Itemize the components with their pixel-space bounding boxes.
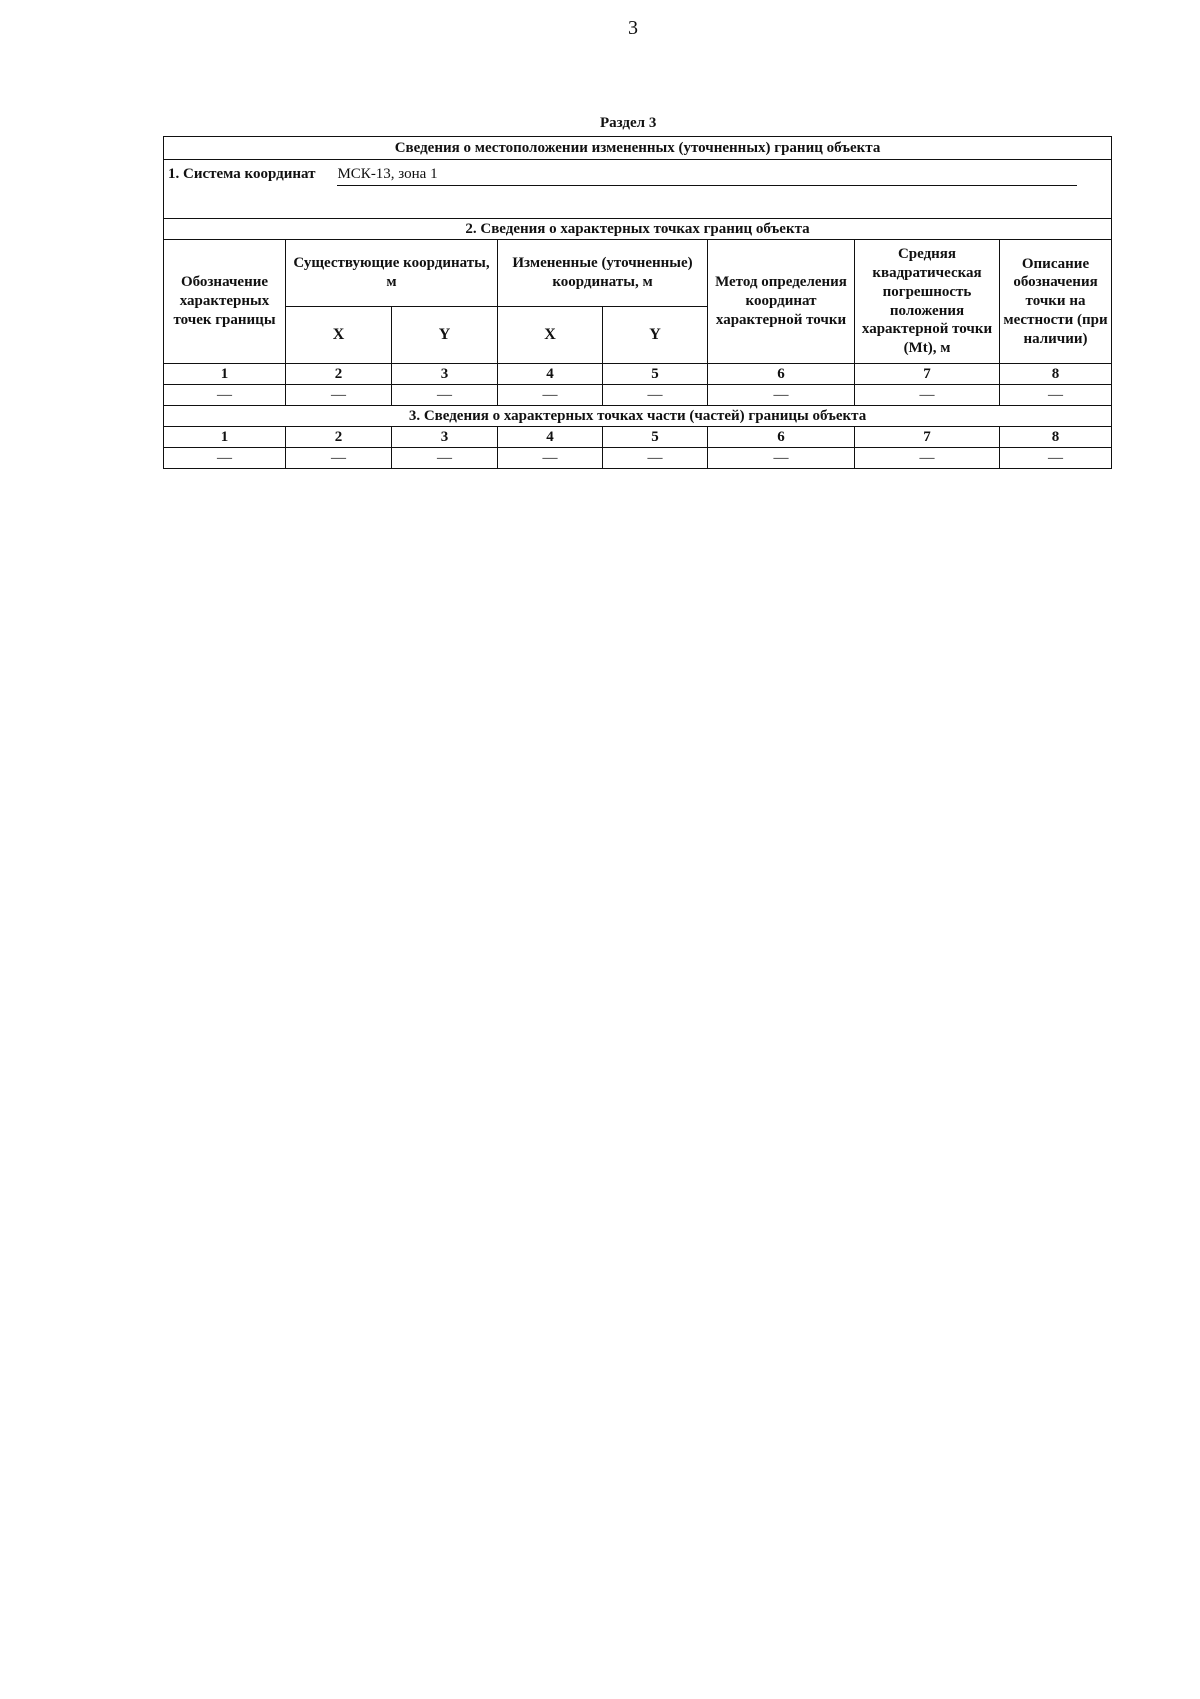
boundary-table xyxy=(163,136,1112,469)
section-title: Раздел 3 xyxy=(600,115,657,131)
table-title: Сведения о местоположении измененных (уточненных) границ объекта xyxy=(164,137,1112,160)
table-cell: — xyxy=(392,448,498,469)
header-changed-y: Y xyxy=(603,307,708,364)
header-method: Метод определения координат характерной точки xyxy=(708,240,855,364)
page-number: 3 xyxy=(628,17,638,39)
header-changed-coords: Измененные (уточненные) координаты, м xyxy=(498,240,708,307)
table-cell: — xyxy=(392,385,498,406)
column-number: 2 xyxy=(286,427,392,448)
column-number: 3 xyxy=(392,427,498,448)
table-cell: — xyxy=(603,385,708,406)
header-existing-x: X xyxy=(286,307,392,364)
column-number: 5 xyxy=(603,364,708,385)
table-row xyxy=(164,385,1112,406)
table-cell: — xyxy=(603,448,708,469)
coord-system-label: 1. Система координат xyxy=(168,166,316,182)
table-cell: — xyxy=(1000,385,1112,406)
table-cell: — xyxy=(708,448,855,469)
table-cell: — xyxy=(164,448,286,469)
table-cell: — xyxy=(708,385,855,406)
table-cell: — xyxy=(498,385,603,406)
column-number: 5 xyxy=(603,427,708,448)
column-number: 7 xyxy=(855,427,1000,448)
table-cell: — xyxy=(855,448,1000,469)
column-number: 3 xyxy=(392,364,498,385)
points-section-title: 2. Сведения о характерных точках границ объекта xyxy=(164,219,1112,240)
header-existing-coords: Существующие координаты, м xyxy=(286,240,498,307)
table-cell: — xyxy=(286,385,392,406)
column-number: 1 xyxy=(164,364,286,385)
header-designation: Обозначение характерных точек границы xyxy=(164,240,286,364)
table-cell: — xyxy=(164,385,286,406)
parts-column-numbers-row xyxy=(164,427,1112,448)
header-mean-error: Средняя квадратическая погрешность положения характерной точки (Mt), м xyxy=(855,240,1000,364)
table-cell: — xyxy=(855,385,1000,406)
column-numbers-row xyxy=(164,364,1112,385)
column-number: 6 xyxy=(708,427,855,448)
parts-section-title: 3. Сведения о характерных точках части (частей) границы объекта xyxy=(164,406,1112,427)
column-number: 2 xyxy=(286,364,392,385)
table-row xyxy=(164,448,1112,469)
column-number: 6 xyxy=(708,364,855,385)
column-number: 7 xyxy=(855,364,1000,385)
coord-system-value: МСК-13, зона 1 xyxy=(337,165,1077,186)
column-number: 8 xyxy=(1000,364,1112,385)
column-number: 8 xyxy=(1000,427,1112,448)
column-number: 1 xyxy=(164,427,286,448)
header-changed-x: X xyxy=(498,307,603,364)
column-number: 4 xyxy=(498,364,603,385)
header-description: Описание обозначения точки на местности (при наличии) xyxy=(1000,240,1112,364)
table-cell: — xyxy=(1000,448,1112,469)
table-cell: — xyxy=(498,448,603,469)
header-existing-y: Y xyxy=(392,307,498,364)
coord-system-row xyxy=(164,160,1112,219)
column-number: 4 xyxy=(498,427,603,448)
table-cell: — xyxy=(286,448,392,469)
